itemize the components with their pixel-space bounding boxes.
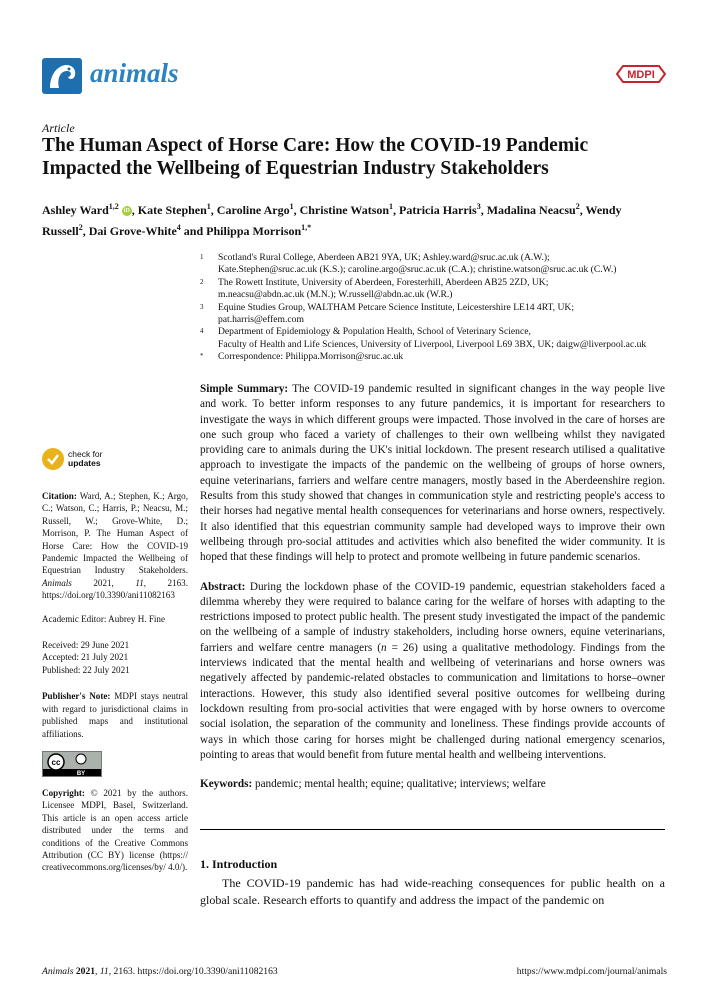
affiliation-item — [200, 351, 670, 363]
author-affiliation-sup: 1,2 — [108, 202, 119, 211]
keywords — [200, 777, 665, 792]
section-divider — [200, 829, 665, 830]
affiliation-line: m.neacsu@abdn.ac.uk (M.N.); W.russell@abdn.ac.uk (W.R.) — [218, 289, 453, 301]
affiliation-line: pat.harris@effem.com — [218, 314, 304, 326]
author-name: Patricia Harris — [399, 203, 477, 217]
footer-year: 2021 — [75, 966, 96, 977]
check-for-updates[interactable] — [42, 448, 188, 470]
author-name: Philippa Morrison — [206, 224, 302, 238]
footer-volume: 11 — [99, 966, 109, 977]
citation: Citation: Ward, A.; Stephen, K.; Argo, C.; Watson, C.; Harris, P.; Neacsu, M.; Russell, W.; Grove-White, D.; Morrison, P. The Human Aspect of Horse Care: How the COVID-19 Pandemic Impacted the Wellbeing of Equestrian Industry Stakeholders. Animals 2021, 11, 2163. https://doi.org/10.3390/ani11082163 — [42, 491, 189, 601]
abstract-text-1: During the lockdown phase of the COVID-19 pandemic, equestrian stakeholders faced a dilemma whereby they were required to balance caring for the welfare of horses with adapting to the restrictions imposed to protect public health. The present study investigated the impact of the pandemic on the wellbeing of a sample of industry stakeholders, including horse owners, equine veterinarians, farriers and welfare centre managers ( — [200, 580, 665, 654]
copyright — [42, 787, 188, 874]
author-name: Wendy Russell — [42, 203, 622, 238]
publisher-note-text: MDPI stays neutral with regard to jurisdictional claims in published maps and institutional affiliations. — [42, 691, 188, 739]
journal-logo-icon — [42, 58, 82, 94]
publisher-note — [42, 690, 188, 740]
copyright-label: Copyright: — [42, 787, 85, 798]
by-text: BY — [76, 770, 86, 776]
author-separator: , — [82, 224, 89, 238]
citation-year: 2021 — [93, 577, 112, 588]
check-line-2: updates — [68, 458, 101, 468]
affiliation-number: 2 — [200, 277, 204, 286]
sidebar — [42, 448, 188, 885]
author-list — [42, 198, 667, 240]
footer-url[interactable]: https://www.mdpi.com/journal/animals — [516, 966, 667, 977]
journal-header — [42, 52, 667, 102]
author-separator: , — [210, 203, 217, 217]
author-separator: , — [131, 203, 138, 217]
affiliations — [200, 252, 670, 364]
author-name: Christine Watson — [299, 203, 390, 217]
affiliation-number: 1 — [200, 253, 204, 261]
article-type: Article — [42, 121, 75, 135]
mdpi-logo-icon[interactable] — [615, 60, 667, 88]
journal-name[interactable]: animals — [90, 58, 179, 88]
author-affiliation-sup: 1 — [206, 202, 211, 211]
footer-journal: Animals — [42, 966, 74, 977]
author-name: Dai Grove-White — [88, 224, 177, 238]
check-for-updates-icon — [42, 448, 64, 470]
abstract-text-2: = 26) using a qualitative methodology. Findings from the interviews indicated that the mental health and wellbeing of veterinarians and horse owners was negatively affected by pandemic-related obstacles to communication and limitations to horse–owner interactions. However, this study also identified several positive outcomes for wellbeing during lockdown resulting from pro-social activities that were engaged with by horse owners to overcome social isolation, the separation of the community and loneliness. These findings provide accounts of ways in which those caring for horses might be challenged during national emergency scenarios, pointing to areas that would benefit from future mental health and wellbeing interventions. — [200, 641, 666, 761]
author-separator: , — [293, 203, 300, 217]
citation-label: Citation: — [42, 491, 77, 501]
published-date: Published: 22 July 2021 — [42, 664, 130, 675]
cc-by-license-icon[interactable] — [42, 751, 102, 777]
affiliation-line: Correspondence: Philippa.Morrison@sruc.ac.uk — [218, 351, 404, 363]
affiliation-line: Faculty of Health and Life Sciences, University of Liverpool, Liverpool L69 3BX, UK; daigw@liverpool.ac.uk — [218, 338, 647, 350]
simple-summary-text: The COVID-19 pandemic resulted in significant changes in the way people live and work. To better inform responses to any future pandemics, it is important for researchers to investigate the ways in which different groups were impacted. Those involved in the care of horses are one such group who faced a variety of challenges to their own wellbeing whilst they navigated providing care to animals during the UK's initial lockdown. The present research utilised a qualitative approach to investigate the impacts of the pandemic on the wellbeing of groups of horse owners, equine veterinarians, farriers and welfare centre managers, mostly based in the Aberdeenshire region. Results from this study showed that changes in communication style and restricting people's access to their horses had negative mental health consequences for veterinarians and horse owners, respectively. It also identified that this equestrian community sample had developed ways to improve their own wellbeing through pro-social attitudes and activities which also benefited the wider community. It is hoped that these findings will help to protect and promote wellbeing in future pandemic scenarios. — [200, 383, 666, 564]
affiliation-item — [200, 277, 670, 302]
intro-paragraph: The COVID-19 pandemic has had wide-reaching consequences for public health on a global scale. Research efforts to quantify and address the impact of the pandemic on — [200, 876, 665, 907]
author-separator: and — [180, 224, 207, 238]
author-affiliation-sup: 4 — [176, 223, 181, 232]
citation-text: Ward, A.; Stephen, K.; Argo, C.; Watson, C.; Harris, P.; Neacsu, M.; Russell, W.; Grove-White, D.; Morrison, P. The Human Aspect of Horse Care: How the COVID-19 Pandemic Impacted the Wellbeing of Equestrian Industry Stakeholders. — [42, 491, 189, 576]
section-heading: 1. Introduction — [200, 857, 278, 871]
main-column — [200, 382, 665, 806]
article-title: The Human Aspect of Horse Care: How the COVID-19 Pandemic Impacted the Wellbeing of Equestrian Industry Stakeholders — [42, 135, 589, 179]
academic-editor: Academic Editor: Aubrey H. Fine — [42, 613, 165, 624]
author-name: Ashley Ward — [42, 203, 109, 217]
keywords-label: Keywords: — [200, 778, 253, 791]
affiliation-line: Equine Studies Group, WALTHAM Petcare Science Institute, Leicestershire LE14 4RT, UK; — [218, 301, 574, 313]
author-affiliation-sup: 3 — [476, 202, 481, 211]
mdpi-text: MDPI — [627, 69, 655, 81]
simple-summary-label: Simple Summary: — [200, 383, 289, 395]
received-date: Received: 29 June 2021 — [42, 640, 130, 651]
abstract-label: Abstract: — [200, 580, 246, 593]
publisher-note-label: Publisher's Note: — [42, 691, 111, 702]
abstract-n: n — [380, 641, 387, 654]
citation-volume: 11 — [135, 577, 144, 588]
author-name: Caroline Argo — [216, 203, 290, 217]
author-name: Kate Stephen — [137, 203, 207, 217]
affiliation-line: Kate.Stephen@sruc.ac.uk (K.S.); caroline.argo@sruc.ac.uk (C.A.); christine.watson@sruc.ac.uk (C.W.) — [218, 264, 617, 276]
affiliation-item — [200, 252, 670, 277]
affiliation-line: Scotland's Rural College, Aberdeen AB21 9YA, UK; Ashley.ward@sruc.ac.uk (A.W.); — [218, 252, 550, 263]
keywords-text: pandemic; mental health; equine; qualitative; interviews; welfare — [255, 778, 546, 791]
author-affiliation-sup: 1,* — [301, 223, 312, 232]
orcid-icon[interactable]: iD — [123, 208, 130, 215]
citation-journal: Animals — [42, 577, 72, 588]
affiliation-number: 4 — [200, 327, 204, 336]
affiliation-item — [200, 326, 670, 351]
affiliation-line: Department of Epidemiology & Population Health, School of Veterinary Science, — [218, 326, 531, 338]
affiliation-item — [200, 302, 670, 327]
author-separator: , — [480, 203, 487, 217]
citation-doi[interactable]: , 2163. https://doi.org/10.3390/ani11082163 — [42, 577, 189, 601]
author-separator: , — [579, 203, 586, 217]
footer-doi[interactable]: , 2163. https://doi.org/10.3390/ani11082163 — [108, 966, 278, 977]
affiliation-line: The Rowett Institute, University of Aberdeen, Foresterhill, Aberdeen AB25 2ZD, UK; — [218, 276, 549, 288]
affiliation-number: 3 — [200, 302, 204, 311]
author-separator: , — [393, 203, 400, 217]
author-name: Madalina Neacsu — [486, 203, 576, 217]
simple-summary — [200, 382, 665, 566]
author-affiliation-sup: 2 — [575, 202, 580, 211]
check-line-1: check for — [68, 449, 103, 459]
cc-text: cc — [51, 757, 61, 767]
copyright-text: © 2021 by the authors. Licensee MDPI, Basel, Switzerland. This article is an open access article distributed under the terms and conditions of the Creative Commons Attribution (CC BY) license (https:// creativecommons.org/licenses/by/ 4.0/). — [42, 787, 188, 873]
accepted-date: Accepted: 21 July 2021 — [42, 652, 129, 663]
page-footer: Animals 2021, 11, 2163. https://doi.org/10.3390/ani11082163 https://www.mdpi.com/journal/animals — [42, 966, 667, 977]
author-affiliation-sup: 2 — [78, 223, 83, 232]
author-affiliation-sup: 1 — [289, 202, 294, 211]
author-affiliation-sup: 1 — [389, 202, 394, 211]
affiliation-number: * — [200, 352, 204, 361]
abstract — [200, 580, 665, 764]
